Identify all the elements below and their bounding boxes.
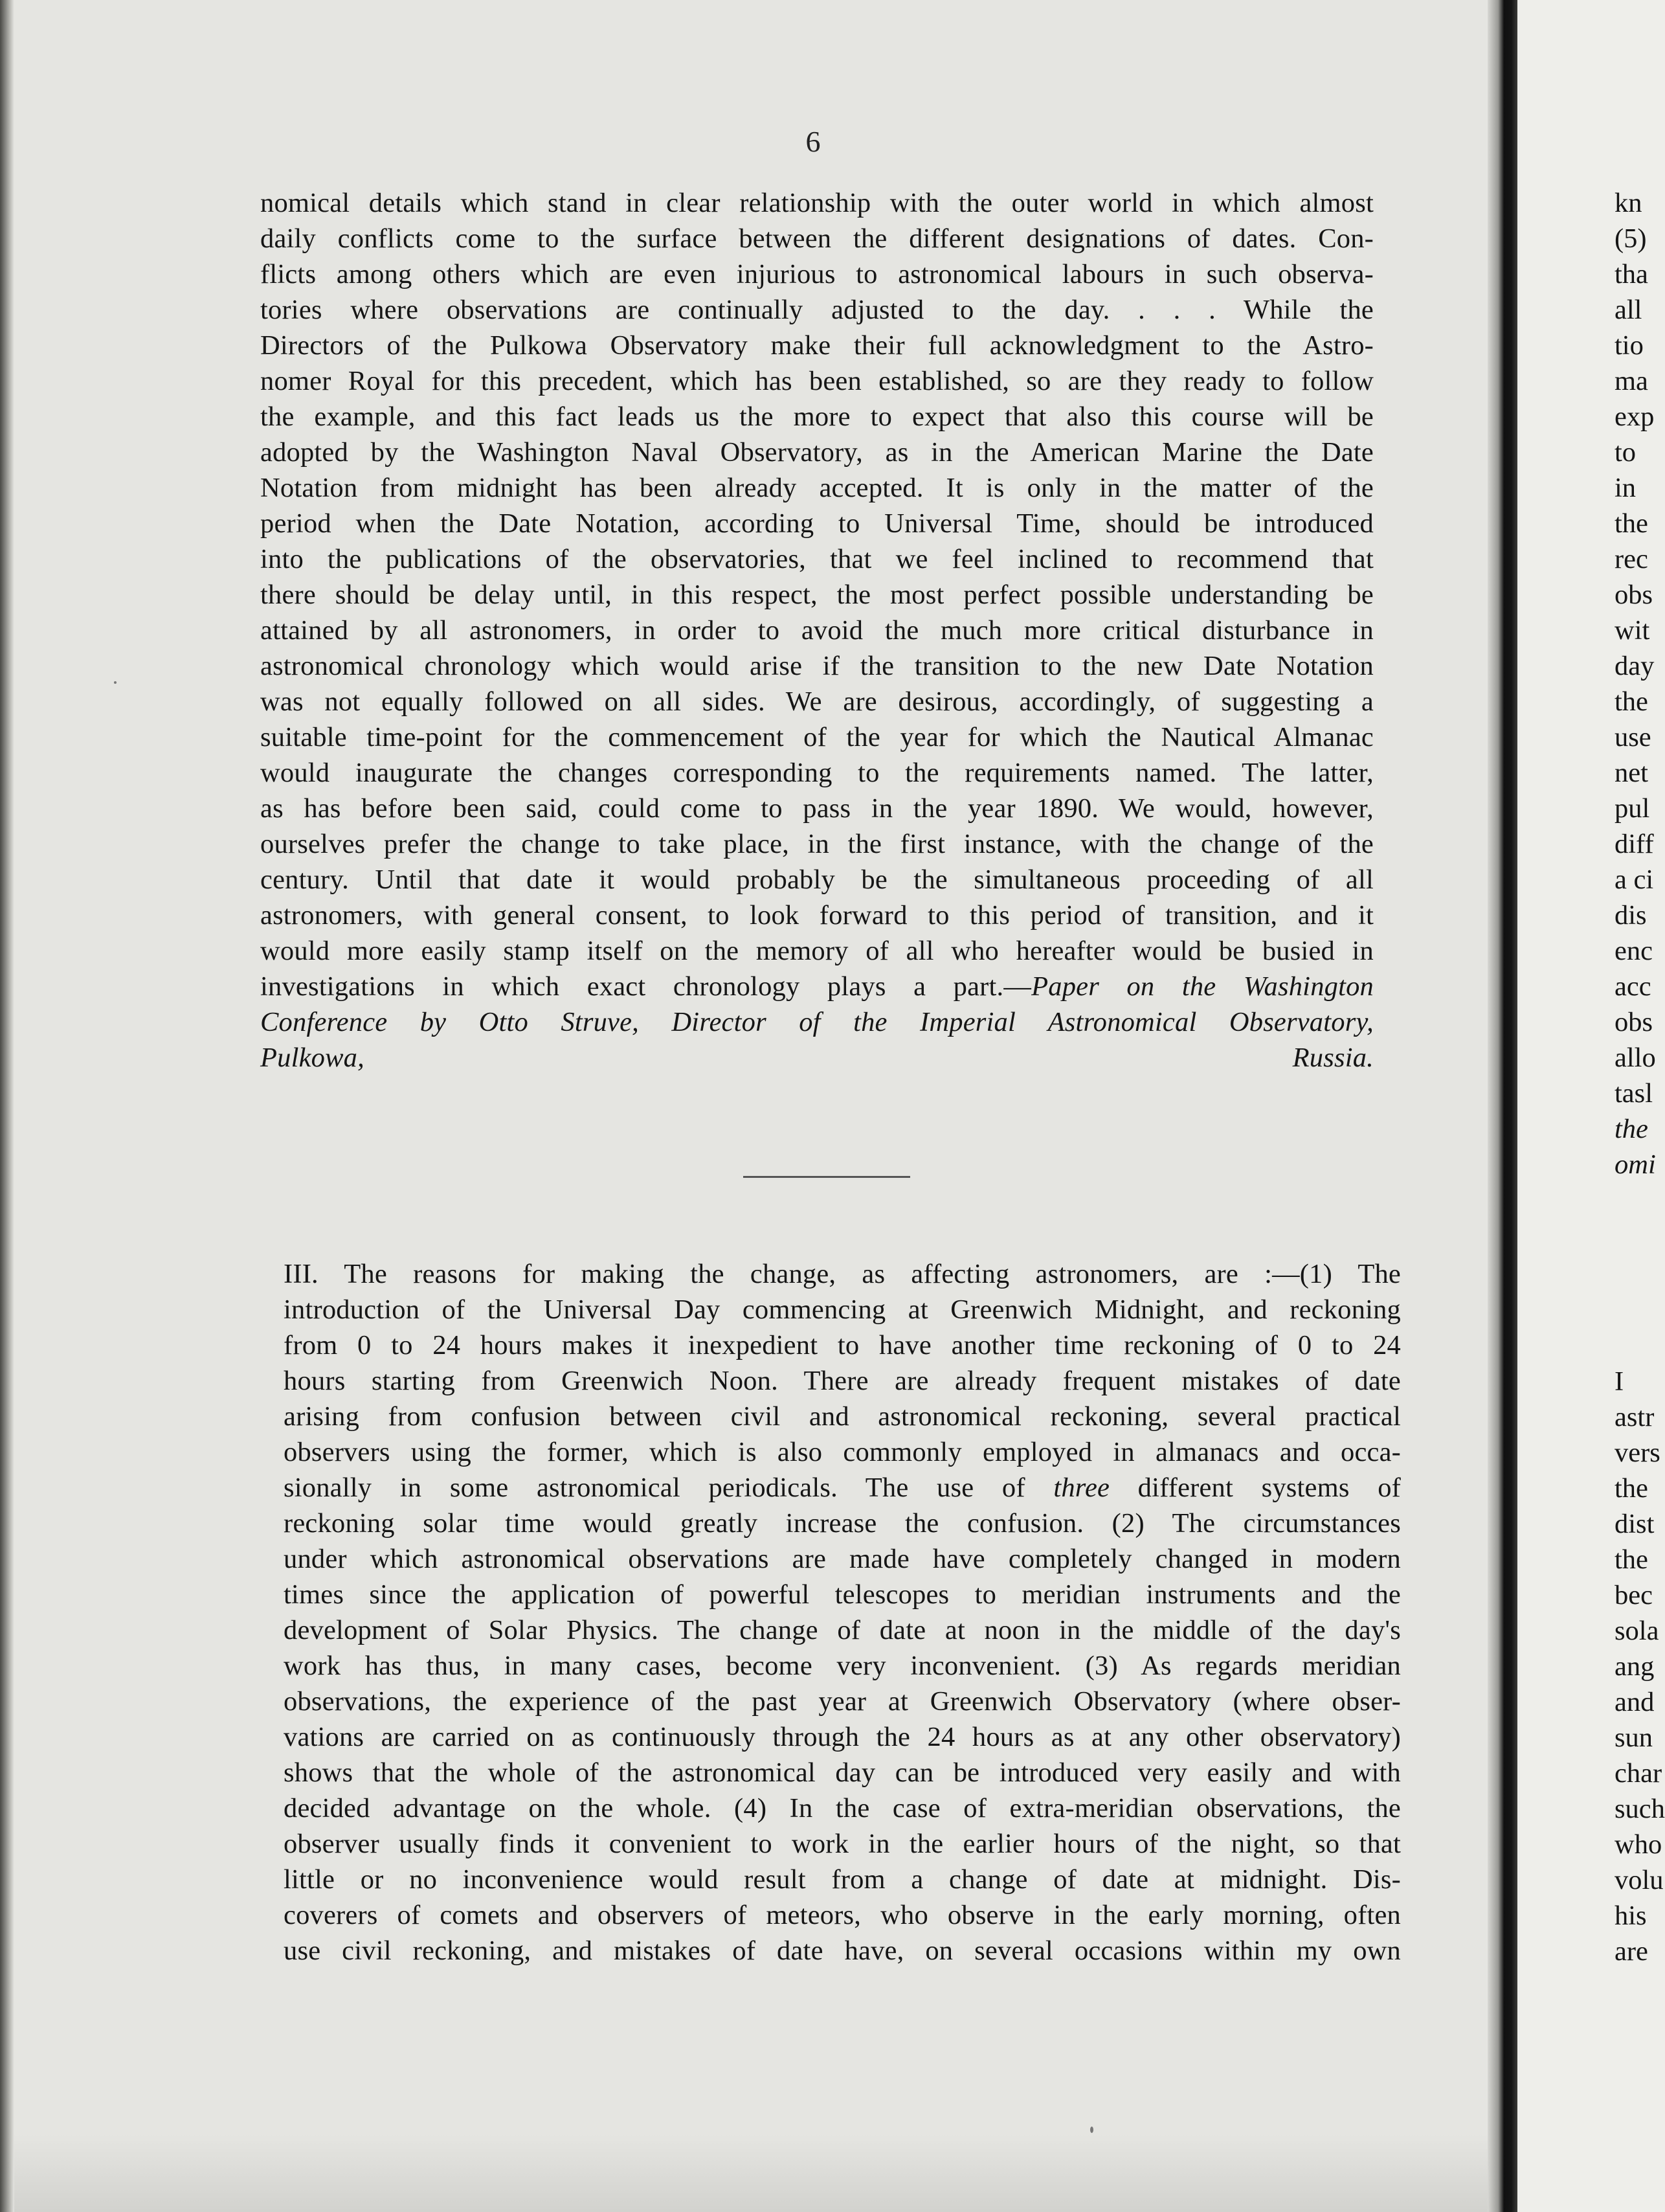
facing-page-text-top xyxy=(1615,185,1665,1182)
text-line: work has thus, in many cases, become very inconvenient. (3) As regards meridian xyxy=(284,1651,1401,1681)
facing-fragment: and xyxy=(1615,1687,1655,1717)
facing-fragment: obs xyxy=(1615,1007,1653,1037)
facing-fragment: rec xyxy=(1615,544,1648,574)
facing-fragment: the xyxy=(1615,1544,1648,1575)
facing-fragment: his xyxy=(1615,1901,1647,1931)
text-line: nomical details which stand in clear relationship with the outer world in which almost xyxy=(260,188,1374,218)
facing-fragment: acc xyxy=(1615,971,1651,1002)
text-line: astronomers, with general consent, to look forward to this period of transition, and it xyxy=(260,900,1374,931)
text-line: attained by all astronomers, in order to avoid the much more critical disturbance in xyxy=(260,615,1374,646)
facing-fragment: day xyxy=(1615,651,1655,681)
section-separator xyxy=(743,1176,910,1178)
text-line: Directors of the Pulkowa Observatory make their full acknowledgment to the Astro- xyxy=(260,330,1374,361)
citation-line: Conference by Otto Struve, Director of the Imperial Astronomical Observatory, xyxy=(260,1007,1374,1037)
facing-fragment: pul xyxy=(1615,793,1650,824)
text-line: was not equally followed on all sides. We are desirous, accordingly, of suggesting a xyxy=(260,686,1374,717)
facing-fragment: sola xyxy=(1615,1616,1659,1646)
text-line: coverers of comets and observers of meteors, who observe in the early morning, often xyxy=(284,1900,1401,1930)
text-line: introduction of the Universal Day commencing at Greenwich Midnight, and reckoning xyxy=(284,1294,1401,1325)
facing-fragment: who xyxy=(1615,1829,1662,1860)
text-line: sionally in some astronomical periodicals. The use of three different systems of xyxy=(284,1473,1402,1503)
text-line: observer usually finds it convenient to work in the earlier hours of the night, so that xyxy=(284,1829,1401,1859)
text-line: the example, and this fact leads us the more to expect that also this course will be xyxy=(260,401,1374,432)
book-gutter xyxy=(1488,0,1517,2212)
text-line: investigations in which exact chronology plays a part.—Paper on the Washington xyxy=(260,971,1374,1002)
text-line: period when the Date Notation, according to Universal Time, should be introduced xyxy=(260,508,1374,539)
text-line: into the publications of the observatories, that we feel inclined to recommend that xyxy=(260,544,1374,574)
text-line: daily conflicts come to the surface between the different designations of dates. Con- xyxy=(260,223,1374,254)
facing-fragment: use xyxy=(1615,722,1651,752)
facing-fragment: ma xyxy=(1615,366,1648,396)
facing-fragment: wit xyxy=(1615,615,1650,646)
text-line: reckoning solar time would greatly increase the confusion. (2) The circumstances xyxy=(284,1508,1401,1539)
text-line: adopted by the Washington Naval Observatory, as in the American Marine the Date xyxy=(260,437,1374,468)
facing-fragment: the xyxy=(1615,1114,1648,1144)
facing-fragment: astr xyxy=(1615,1402,1655,1432)
facing-fragment: a ci xyxy=(1615,864,1654,895)
page-number: 6 xyxy=(805,125,821,158)
facing-fragment: in xyxy=(1615,473,1637,503)
facing-fragment: diff xyxy=(1615,829,1654,859)
facing-fragment: enc xyxy=(1615,936,1653,966)
text-line: observations, the experience of the past year at Greenwich Observatory (where obser- xyxy=(284,1686,1401,1717)
text-line: there should be delay until, in this respect, the most perfect possible understanding be xyxy=(260,580,1374,610)
text-line: century. Until that date it would probably be the simultaneous proceeding of all xyxy=(260,864,1374,895)
text-line: hours starting from Greenwich Noon. There are already frequent mistakes of date xyxy=(284,1366,1401,1396)
facing-fragment: are xyxy=(1615,1936,1648,1967)
text-line: times since the application of powerful telescopes to meridian instruments and the xyxy=(284,1579,1401,1610)
facing-fragment: the xyxy=(1615,1473,1648,1504)
facing-fragment: all xyxy=(1615,295,1642,325)
facing-fragment: such xyxy=(1615,1794,1665,1824)
text-line: III. The reasons for making the change, as affecting astronomers, are :—(1) The xyxy=(284,1259,1401,1289)
facing-fragment: omi xyxy=(1615,1149,1656,1180)
text-line: decided advantage on the whole. (4) In the case of extra-meridian observations, the xyxy=(284,1793,1401,1823)
facing-page-text-bottom xyxy=(1615,1364,1665,1969)
page-bottom-shade xyxy=(14,2134,1488,2212)
text-line: under which astronomical observations are made have completely changed in modern xyxy=(284,1544,1401,1574)
text-line: suitable time-point for the commencement of the year for which the Nautical Almanac xyxy=(260,722,1374,752)
text-line: little or no inconvenience would result from a change of date at midnight. Dis- xyxy=(284,1864,1401,1895)
facing-fragment: char xyxy=(1615,1758,1662,1789)
facing-fragment: net xyxy=(1615,758,1648,788)
facing-fragment: ang xyxy=(1615,1651,1655,1682)
scan-speck xyxy=(114,681,117,684)
text-line: from 0 to 24 hours makes it inexpedient to have another time reckoning of 0 to 24 xyxy=(284,1330,1401,1360)
text-line: vations are carried on as continuously through the 24 hours as at any other observatory) xyxy=(284,1722,1401,1752)
paragraph-reasons-astronomers xyxy=(284,1256,1401,1969)
facing-fragment: obs xyxy=(1615,580,1653,610)
facing-fragment: to xyxy=(1615,437,1637,468)
citation-line: Pulkowa, Russia. xyxy=(260,1043,1374,1073)
facing-fragment: volu xyxy=(1615,1865,1664,1895)
text-line: would inaugurate the changes corresponding to the requirements named. The latter, xyxy=(260,758,1374,788)
facing-fragment: tasl xyxy=(1615,1078,1653,1109)
facing-fragment: dis xyxy=(1615,900,1647,931)
text-line: flicts among others which are even injurious to astronomical labours in such observa- xyxy=(260,259,1374,289)
facing-fragment: dist xyxy=(1615,1509,1655,1539)
facing-fragment: tha xyxy=(1615,259,1648,289)
facing-fragment: the xyxy=(1615,508,1648,539)
facing-fragment: vers xyxy=(1615,1438,1660,1468)
text-line: arising from confusion between civil and astronomical reckoning, several practical xyxy=(284,1401,1401,1432)
text-line: as has before been said, could come to pass in the year 1890. We would, however, xyxy=(260,793,1374,824)
facing-fragment: kn xyxy=(1615,188,1642,218)
facing-fragment: allo xyxy=(1615,1043,1656,1073)
text-line: would more easily stamp itself on the memory of all who hereafter would be busied in xyxy=(260,936,1374,966)
text-line: ourselves prefer the change to take place, in the first instance, with the change of the xyxy=(260,829,1374,859)
text-line: tories where observations are continually adjusted to the day. . . . While the xyxy=(260,295,1374,325)
text-line: shows that the whole of the astronomical day can be introduced very easily and with xyxy=(284,1757,1401,1788)
page-left-edge xyxy=(0,0,14,2212)
facing-fragment: bec xyxy=(1615,1580,1653,1610)
facing-fragment: tio xyxy=(1615,330,1644,361)
facing-fragment: sun xyxy=(1615,1722,1653,1753)
facing-fragment: (5) xyxy=(1615,223,1647,254)
facing-fragment: I xyxy=(1615,1366,1624,1397)
text-line: astronomical chronology which would arise if the transition to the new Date Notation xyxy=(260,651,1374,681)
scan-speck xyxy=(1090,2127,1093,2133)
facing-fragment: exp xyxy=(1615,401,1655,432)
text-line: observers using the former, which is also commonly employed in almanacs and occa- xyxy=(284,1437,1401,1467)
text-line: use civil reckoning, and mistakes of date have, on several occasions within my own xyxy=(284,1936,1401,1966)
facing-fragment: the xyxy=(1615,686,1648,717)
text-line: nomer Royal for this precedent, which has been established, so are they ready to follow xyxy=(260,366,1374,396)
text-line: development of Solar Physics. The change of date at noon in the middle of the day's xyxy=(284,1615,1401,1645)
paragraph-struve-quote xyxy=(260,185,1374,1076)
text-line: Notation from midnight has been already accepted. It is only in the matter of the xyxy=(260,473,1374,503)
